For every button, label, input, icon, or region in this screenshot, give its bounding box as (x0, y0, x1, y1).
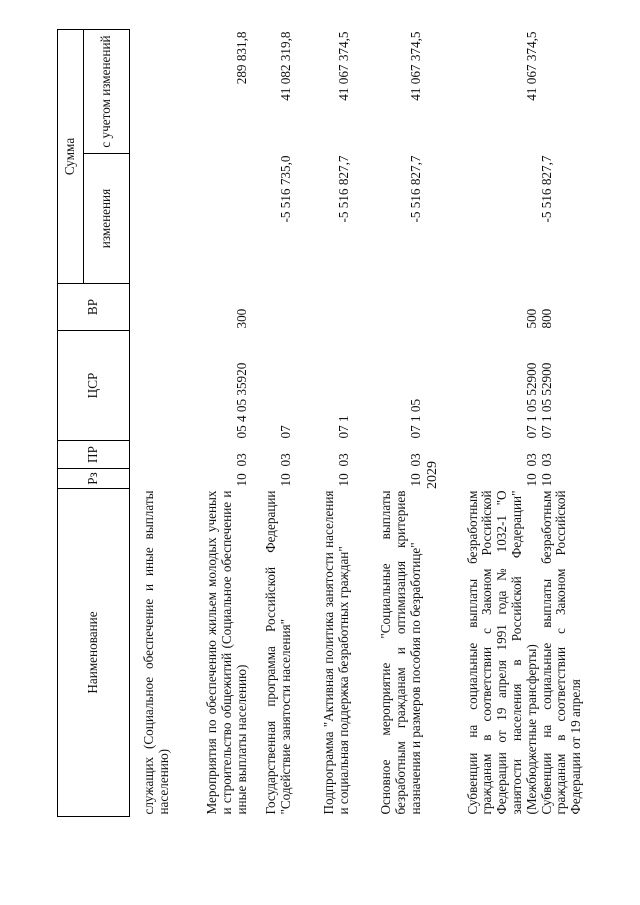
row-pr (130, 441, 172, 469)
row-vr (130, 284, 172, 331)
table-header (58, 30, 130, 817)
row-total: 41 082 319,8 (277, 31, 293, 101)
row-rz (130, 469, 172, 489)
row-vr: 500 (523, 308, 539, 329)
row-pr: 03 (523, 453, 539, 467)
table-row (130, 30, 172, 817)
row-csr: 07 1 05 (407, 398, 423, 439)
header-csr: ЦСР (58, 331, 130, 441)
header-pr: ПР (58, 441, 130, 469)
row-vr: 300 (233, 308, 249, 329)
row-pr: 03 (335, 453, 351, 467)
row-name: Субвенции на социальные выплаты безработным гражданам в соответствии с Законом Российской Федерации от 19 апреля 1991 года № 1032-1 "О занятости населения в Российской Федерации" (Межбюджетные трансферты) (464, 490, 539, 815)
row-rz: 10 (277, 473, 293, 487)
row-change: -5 516 735,0 (277, 155, 293, 223)
row-total (540, 30, 588, 154)
table-row (540, 30, 588, 817)
row-csr: 05 4 05 35920 (233, 362, 249, 439)
row-name: Основное мероприятие "Социальные выплаты безработным гражданам и оптимизация критериев назначения и размеров пособия по безработице" (378, 490, 423, 815)
row-name: Подпрограмма "Активная политика занятости населения и социальная поддержка безработных граждан" (320, 490, 351, 815)
row-change: -5 516 827,7 (538, 155, 554, 223)
table-row (352, 30, 424, 817)
row-csr: 07 1 (335, 415, 351, 439)
row-vr: 800 (538, 308, 554, 329)
row-vr (294, 284, 352, 331)
row-csr: 07 1 05 52900 (523, 362, 539, 439)
table-row (250, 30, 294, 817)
row-rz: 10 (538, 473, 554, 487)
row-pr: 03 (277, 453, 293, 467)
row-change: -5 516 827,7 (407, 155, 423, 223)
budget-table (57, 29, 588, 817)
row-vr (352, 284, 424, 331)
row-rz: 10 (407, 473, 423, 487)
header-sum: Сумма (58, 30, 84, 284)
table-row (424, 30, 540, 817)
row-pr: 03 (407, 453, 423, 467)
row-total: 41 067 374,5 (407, 31, 423, 101)
header-rz: Рз (58, 469, 130, 489)
page-number: 2029 (425, 461, 440, 489)
header-changes: изменения (84, 154, 130, 284)
row-vr (250, 284, 294, 331)
row-name: Субвенции на социальные выплаты безработным гражданам в соответствии с Законом Российской Федерации от 19 апреля (538, 490, 584, 815)
row-change (130, 154, 172, 284)
row-pr: 03 (233, 453, 249, 467)
row-rz: 10 (233, 473, 249, 487)
row-total: 41 067 374,5 (523, 31, 539, 101)
row-change (172, 154, 250, 284)
row-total (130, 30, 172, 154)
table-row (294, 30, 352, 817)
table-row (172, 30, 250, 817)
row-rz: 10 (335, 473, 351, 487)
header-with-changes: с учетом изменений (84, 30, 130, 154)
row-change (424, 154, 540, 284)
header-name: Наименование (58, 489, 130, 817)
row-change: -5 516 827,7 (335, 155, 351, 223)
row-csr: 07 1 05 52900 (538, 362, 554, 439)
row-name: Государственная программа Российской Федерации "Содействие занятости населения" (262, 490, 293, 815)
row-csr: 07 (277, 425, 293, 439)
row-name: служащих (Социальное обеспечение и иные выплаты населению) (140, 490, 171, 815)
row-csr (130, 331, 172, 441)
row-name: Мероприятия по обеспечению жильем молодых ученых и строительство общежитий (Социальное обеспечение и иные выплаты населению) (204, 490, 249, 815)
row-total: 289 831,8 (233, 31, 249, 85)
row-pr: 03 (538, 453, 554, 467)
row-total: 41 067 374,5 (335, 31, 351, 101)
row-rz: 10 (523, 473, 539, 487)
header-vr: ВР (58, 284, 130, 331)
